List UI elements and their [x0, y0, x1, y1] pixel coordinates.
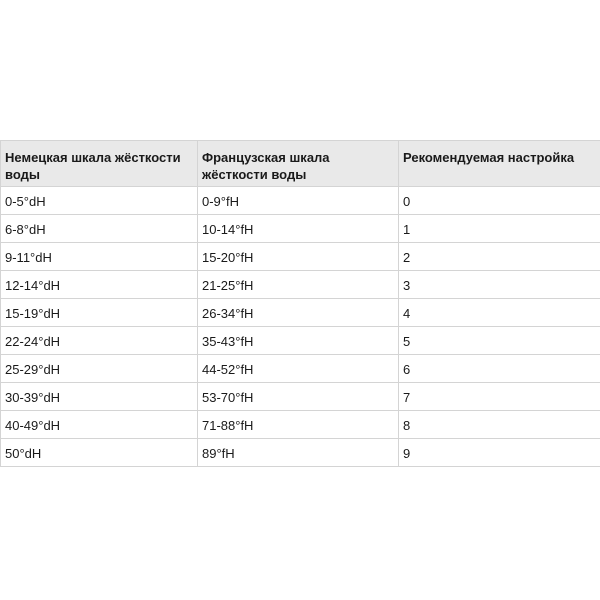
- header-french-scale: Французская шкала жёсткости воды: [198, 141, 399, 187]
- cell-german-value: 50°dH: [1, 439, 198, 467]
- cell-german-value: 15-19°dH: [1, 299, 198, 327]
- table-body: [1, 187, 600, 467]
- table-header: [1, 141, 600, 187]
- table-row: [1, 439, 600, 467]
- cell-french-value: 21-25°fH: [198, 271, 399, 299]
- cell-french-value: 0-9°fH: [198, 187, 399, 215]
- table-row: [1, 187, 600, 215]
- water-hardness-table-container: [0, 140, 600, 467]
- cell-setting-value: 6: [399, 355, 600, 383]
- cell-french-value: 15-20°fH: [198, 243, 399, 271]
- table-row: [1, 327, 600, 355]
- cell-setting-value: 0: [399, 187, 600, 215]
- cell-setting-value: 2: [399, 243, 600, 271]
- cell-french-value: 89°fH: [198, 439, 399, 467]
- cell-german-value: 6-8°dH: [1, 215, 198, 243]
- cell-german-value: 25-29°dH: [1, 355, 198, 383]
- table-row: [1, 411, 600, 439]
- cell-setting-value: 1: [399, 215, 600, 243]
- cell-setting-value: 7: [399, 383, 600, 411]
- table-row: [1, 383, 600, 411]
- cell-setting-value: 8: [399, 411, 600, 439]
- cell-french-value: 26-34°fH: [198, 299, 399, 327]
- header-german-scale: Немецкая шкала жёсткости воды: [1, 141, 198, 187]
- cell-french-value: 53-70°fH: [198, 383, 399, 411]
- table-row: [1, 243, 600, 271]
- header-recommended-setting: Рекомендуемая настройка: [399, 141, 600, 187]
- cell-french-value: 71-88°fH: [198, 411, 399, 439]
- cell-german-value: 30-39°dH: [1, 383, 198, 411]
- table-row: [1, 299, 600, 327]
- cell-german-value: 9-11°dH: [1, 243, 198, 271]
- cell-german-value: 22-24°dH: [1, 327, 198, 355]
- table-row: [1, 271, 600, 299]
- cell-setting-value: 5: [399, 327, 600, 355]
- cell-german-value: 40-49°dH: [1, 411, 198, 439]
- table-row: [1, 355, 600, 383]
- cell-french-value: 44-52°fH: [198, 355, 399, 383]
- cell-french-value: 10-14°fH: [198, 215, 399, 243]
- cell-german-value: 0-5°dH: [1, 187, 198, 215]
- table-row: [1, 215, 600, 243]
- cell-setting-value: 3: [399, 271, 600, 299]
- header-row: [1, 141, 600, 187]
- cell-french-value: 35-43°fH: [198, 327, 399, 355]
- cell-setting-value: 4: [399, 299, 600, 327]
- cell-setting-value: 9: [399, 439, 600, 467]
- water-hardness-table: [0, 140, 600, 467]
- cell-german-value: 12-14°dH: [1, 271, 198, 299]
